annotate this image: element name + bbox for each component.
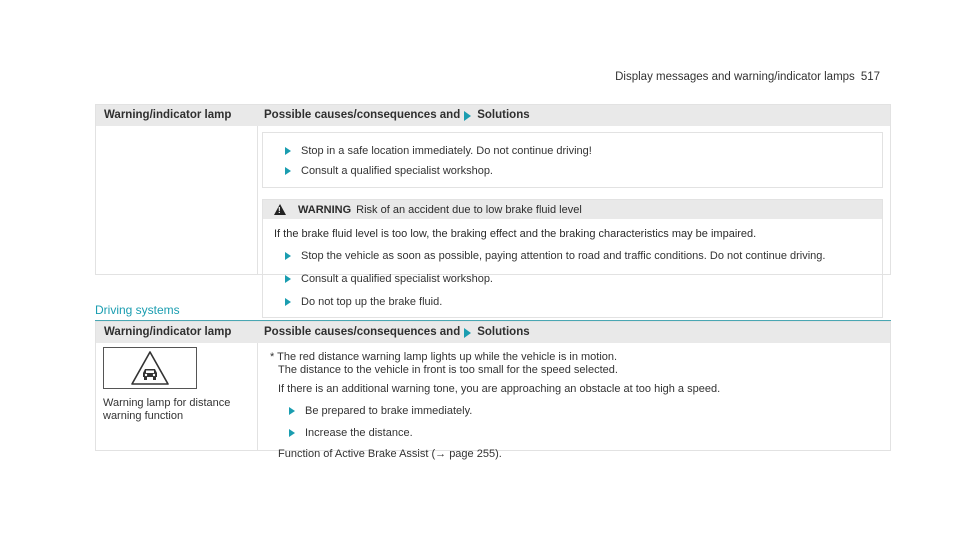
column-header-causes xyxy=(258,322,890,343)
table-distance-warning xyxy=(95,321,891,460)
table-row xyxy=(96,126,890,308)
table-header xyxy=(96,105,890,126)
list-item: Stop in a safe location immediately. Do not continue driving! xyxy=(285,141,882,161)
lamp-caption: Warning lamp for distance warning function xyxy=(103,397,231,422)
header-title: Display messages and warning/indicator lamps xyxy=(615,71,855,83)
bullet-arrow-icon xyxy=(289,407,295,415)
list-item: Consult a qualified specialist workshop. xyxy=(274,267,882,290)
warning-label: WARNING xyxy=(298,203,352,216)
column-header-solutions-text: Solutions xyxy=(477,109,530,121)
column-header-lamp: Warning/indicator lamp xyxy=(104,326,232,338)
column-header-causes-text: Possible causes/consequences and xyxy=(264,326,461,338)
distance-warning-lamp xyxy=(103,347,197,389)
list-item: Be prepared to brake immediately. xyxy=(289,400,890,422)
table-header xyxy=(96,322,890,343)
play-arrow-icon xyxy=(464,328,471,338)
column-header-causes xyxy=(258,105,890,126)
column-header-lamp: Warning/indicator lamp xyxy=(104,109,232,121)
page-number: 517 xyxy=(860,71,880,83)
lamp-cell xyxy=(96,126,258,274)
bullet-arrow-icon xyxy=(285,275,291,283)
solutions-box xyxy=(262,132,883,188)
page-header xyxy=(615,71,880,83)
play-arrow-icon xyxy=(464,111,471,121)
description-line: * The red distance warning lamp lights up while the vehicle is in motion. xyxy=(270,351,618,363)
table-row xyxy=(96,343,890,460)
solutions-cell xyxy=(258,343,890,460)
list-item: Increase the distance. xyxy=(289,422,890,444)
column-header-solutions-text: Solutions xyxy=(477,326,530,338)
bullet-arrow-icon xyxy=(285,252,291,260)
distance-warning-icon xyxy=(130,350,170,386)
lamp-cell xyxy=(96,343,258,450)
cross-reference: Function of Active Brake Assist (→ page 255). xyxy=(278,448,502,460)
section-heading xyxy=(95,301,891,321)
ref-page-link[interactable]: page 255 xyxy=(449,448,496,460)
list-item: Consult a qualified specialist workshop. xyxy=(285,161,882,181)
description-line: If there is an additional warning tone, you are approaching an obstacle at too high a speed. xyxy=(278,383,721,395)
column-header-causes-text: Possible causes/consequences and xyxy=(264,109,461,121)
list-item: Stop the vehicle as soon as possible, paying attention to road and traffic conditions. Do not continue driving. xyxy=(274,244,882,267)
bullet-arrow-icon xyxy=(285,147,291,155)
section-title: Driving systems xyxy=(95,303,180,317)
solutions-cell xyxy=(258,126,890,308)
warning-header xyxy=(263,200,882,219)
ref-arrow-icon: → xyxy=(435,448,447,460)
warning-text: If the brake fluid level is too low, the braking effect and the braking characteristics may be impaired. xyxy=(274,228,757,240)
bullet-arrow-icon xyxy=(289,429,295,437)
bullet-arrow-icon xyxy=(285,167,291,175)
warning-triangle-icon xyxy=(274,204,286,215)
table-brake-fluid xyxy=(95,104,891,308)
warning-title: Risk of an accident due to low brake fluid level xyxy=(356,203,582,216)
list-item: Do not top up the brake fluid. xyxy=(274,290,882,313)
description-line: The distance to the vehicle in front is too small for the speed selected. xyxy=(278,364,618,376)
